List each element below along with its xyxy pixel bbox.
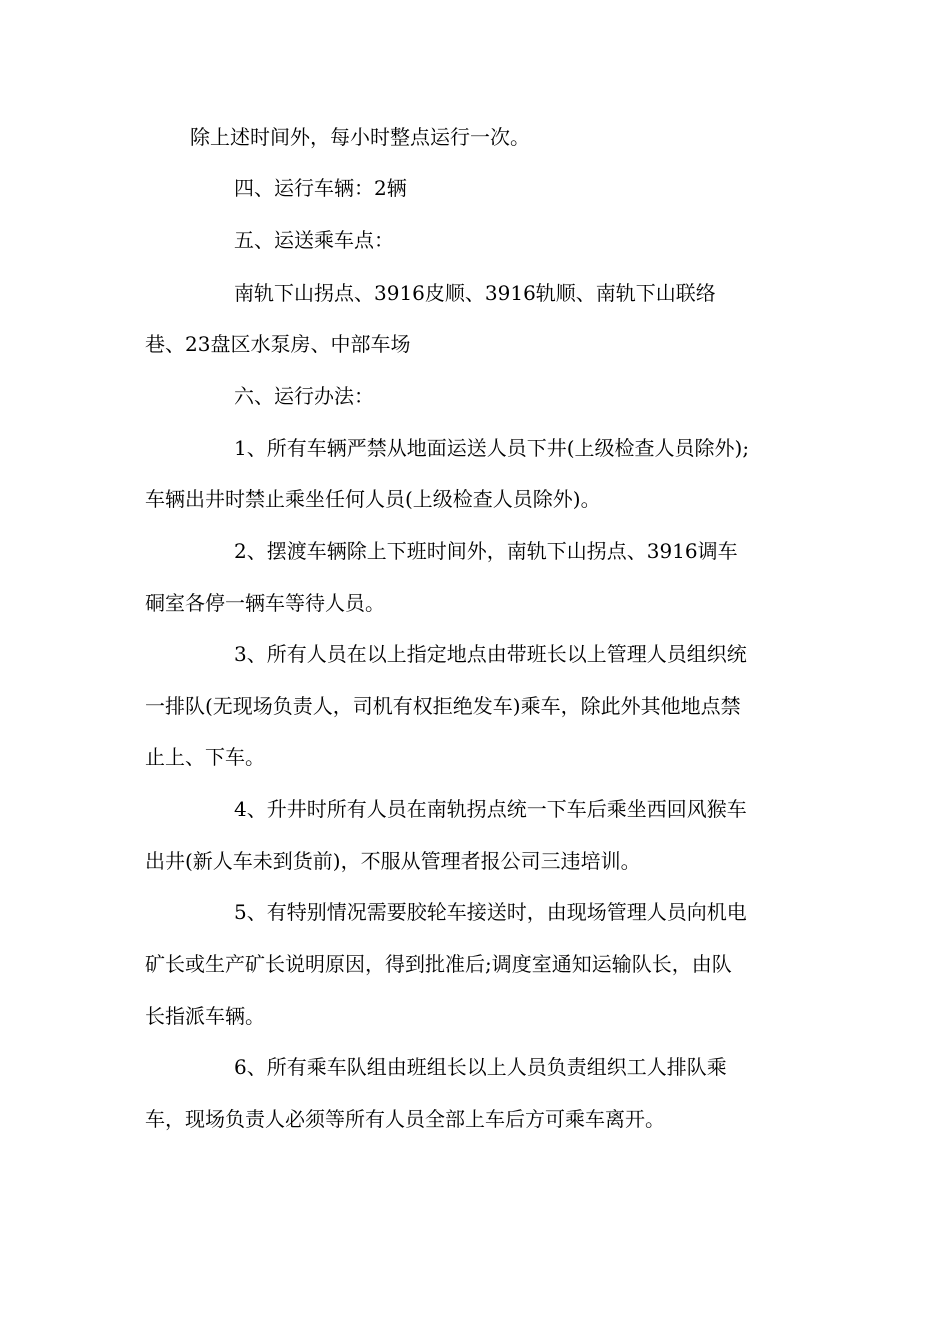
text-line: 4、升井时所有人员在南轨拐点统一下车后乘坐西回风猴车 (234, 797, 747, 821)
text-line: 车，现场负责人必须等所有人员全部上车后方可乘车离开。 (145, 1107, 665, 1131)
text-line: 矿长或生产矿长说明原因，得到批准后;调度室通知运输队长，由队 (145, 952, 732, 976)
text-line: 六、运行办法： (234, 384, 374, 408)
text-line: 5、有特别情况需要胶轮车接送时，由现场管理人员向机电 (234, 900, 747, 924)
text-line: 硐室各停一辆车等待人员。 (145, 591, 385, 615)
text-line: 南轨下山拐点、3916皮顺、3916轨顺、南轨下山联络 (234, 281, 716, 305)
text-line: 巷、23盘区水泵房、中部车场 (145, 332, 411, 356)
text-line: 四、运行车辆：2辆 (234, 176, 407, 200)
text-line: 一排队(无现场负责人，司机有权拒绝发车)乘车，除此外其他地点禁 (145, 694, 741, 718)
text-line: 3、所有人员在以上指定地点由带班长以上管理人员组织统 (234, 642, 747, 666)
text-line: 止上、下车。 (145, 745, 265, 769)
text-line: 五、运送乘车点： (234, 228, 394, 252)
text-line: 除上述时间外，每小时整点运行一次。 (190, 125, 530, 149)
text-line: 出井(新人车未到货前)，不服从管理者报公司三违培训。 (145, 849, 641, 873)
text-line: 长指派车辆。 (145, 1004, 265, 1028)
text-line: 1、所有车辆严禁从地面运送人员下井(上级检查人员除外); (234, 436, 750, 460)
text-line: 6、所有乘车队组由班组长以上人员负责组织工人排队乘 (234, 1055, 727, 1079)
text-line: 2、摆渡车辆除上下班时间外，南轨下山拐点、3916调车 (234, 539, 738, 563)
text-line: 车辆出井时禁止乘坐任何人员(上级检查人员除外)。 (145, 487, 601, 511)
